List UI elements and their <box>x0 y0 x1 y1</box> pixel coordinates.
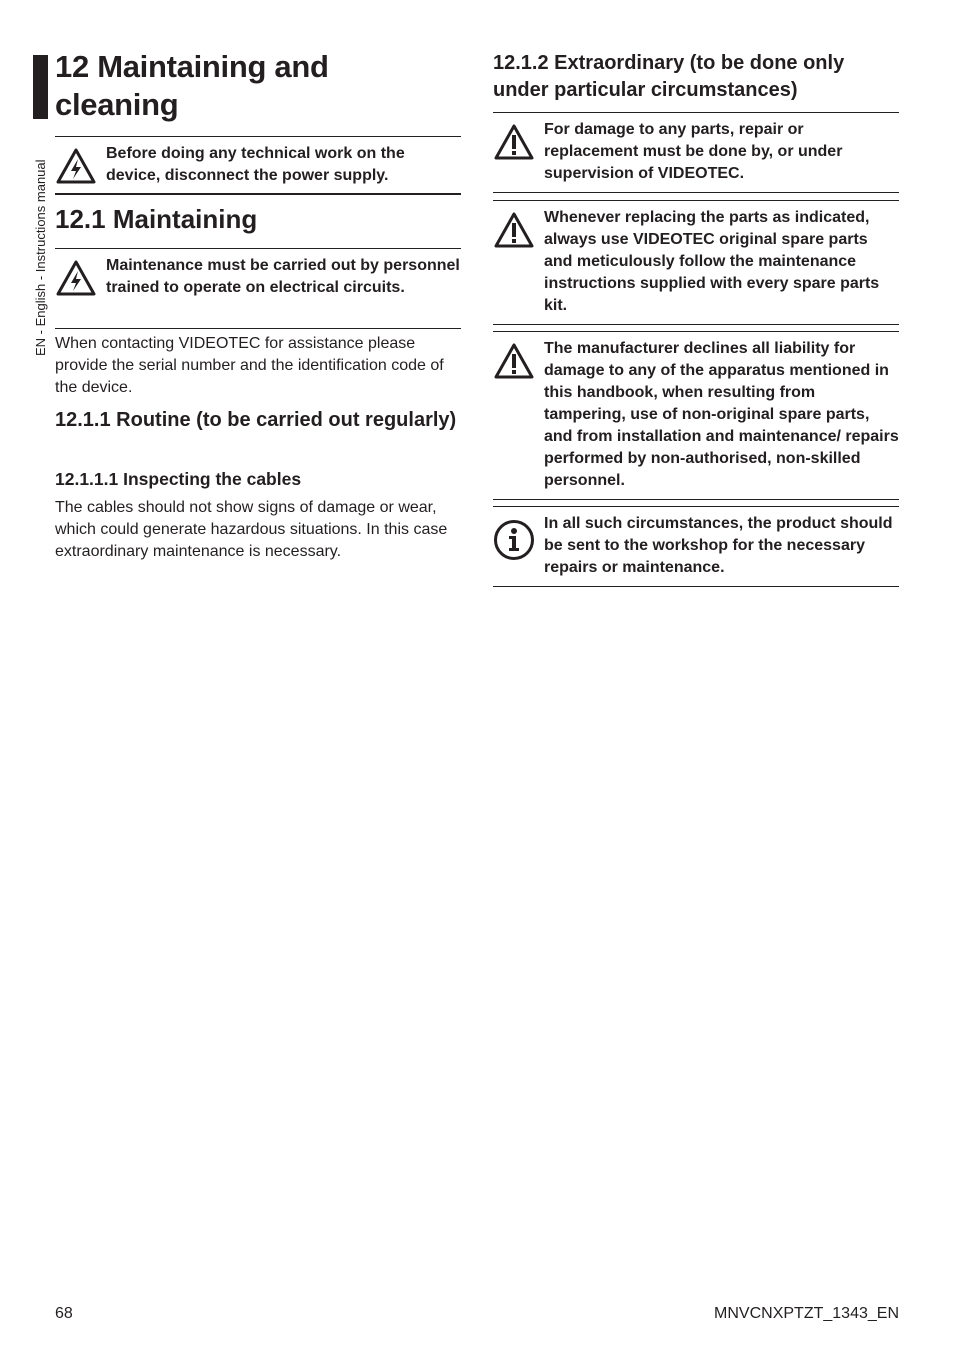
notice-workshop <box>493 506 899 587</box>
warning-icon <box>493 342 535 385</box>
notice-workshop-text: In all such circumstances, the product should be sent to the workshop for the necessary repairs or maintenance. <box>544 515 893 576</box>
chapter-bar <box>33 55 48 119</box>
notice-damage-text: For damage to any parts, repair or replacement must be done by, or under supervision of VIDEOTEC. <box>544 121 843 182</box>
notice-power-text: Before doing any technical work on the device, disconnect the power supply. <box>106 145 405 184</box>
page-number: 68 <box>55 1305 73 1322</box>
electrical-hazard-icon <box>55 147 97 190</box>
notice-power <box>55 136 461 195</box>
inspect-paragraph: The cables should not show signs of damage or wear, which could generate hazardous situations. In this case extraordinary maintenance is necessary. <box>55 499 448 560</box>
electrical-hazard-icon <box>55 259 97 302</box>
extra-title: 12.1.2 Extraordinary (to be done only under particular circumstances) <box>493 52 845 101</box>
section-title: 12.1 Maintaining <box>55 204 258 234</box>
notice-spares-text: Whenever replacing the parts as indicated, always use VIDEOTEC original spare parts and meticulously follow the maintenance instructions supplied with every spare parts kit. <box>544 209 880 314</box>
document-code: MNVCNXPTZT_1343_EN <box>714 1305 899 1322</box>
chapter-title: 12 Maintaining and cleaning <box>55 49 329 122</box>
info-icon <box>493 519 535 566</box>
notice-personnel-text: Maintenance must be carried out by personnel trained to operate on electrical circuits. <box>106 257 460 296</box>
contact-paragraph: When contacting VIDEOTEC for assistance please provide the serial number and the identification code of the device. <box>55 335 444 396</box>
notice-damage <box>493 112 899 193</box>
routine-title: 12.1.1 Routine (to be carried out regularly) <box>55 409 457 431</box>
inspect-title: 12.1.1.1 Inspecting the cables <box>55 469 302 489</box>
warning-icon <box>493 211 535 254</box>
notice-personnel <box>55 248 461 329</box>
notice-liability <box>493 331 899 500</box>
notice-liability-text: The manufacturer declines all liability for damage to any of the apparatus mentioned in this handbook, when resulting from tampering, use of non-original spare parts, and from installation and maintenance/ repairs performed by non-authorised, non-skilled personnel. <box>544 340 899 489</box>
side-label: EN - English - Instructions manual <box>33 159 48 356</box>
notice-spares <box>493 200 899 325</box>
warning-icon <box>493 123 535 166</box>
